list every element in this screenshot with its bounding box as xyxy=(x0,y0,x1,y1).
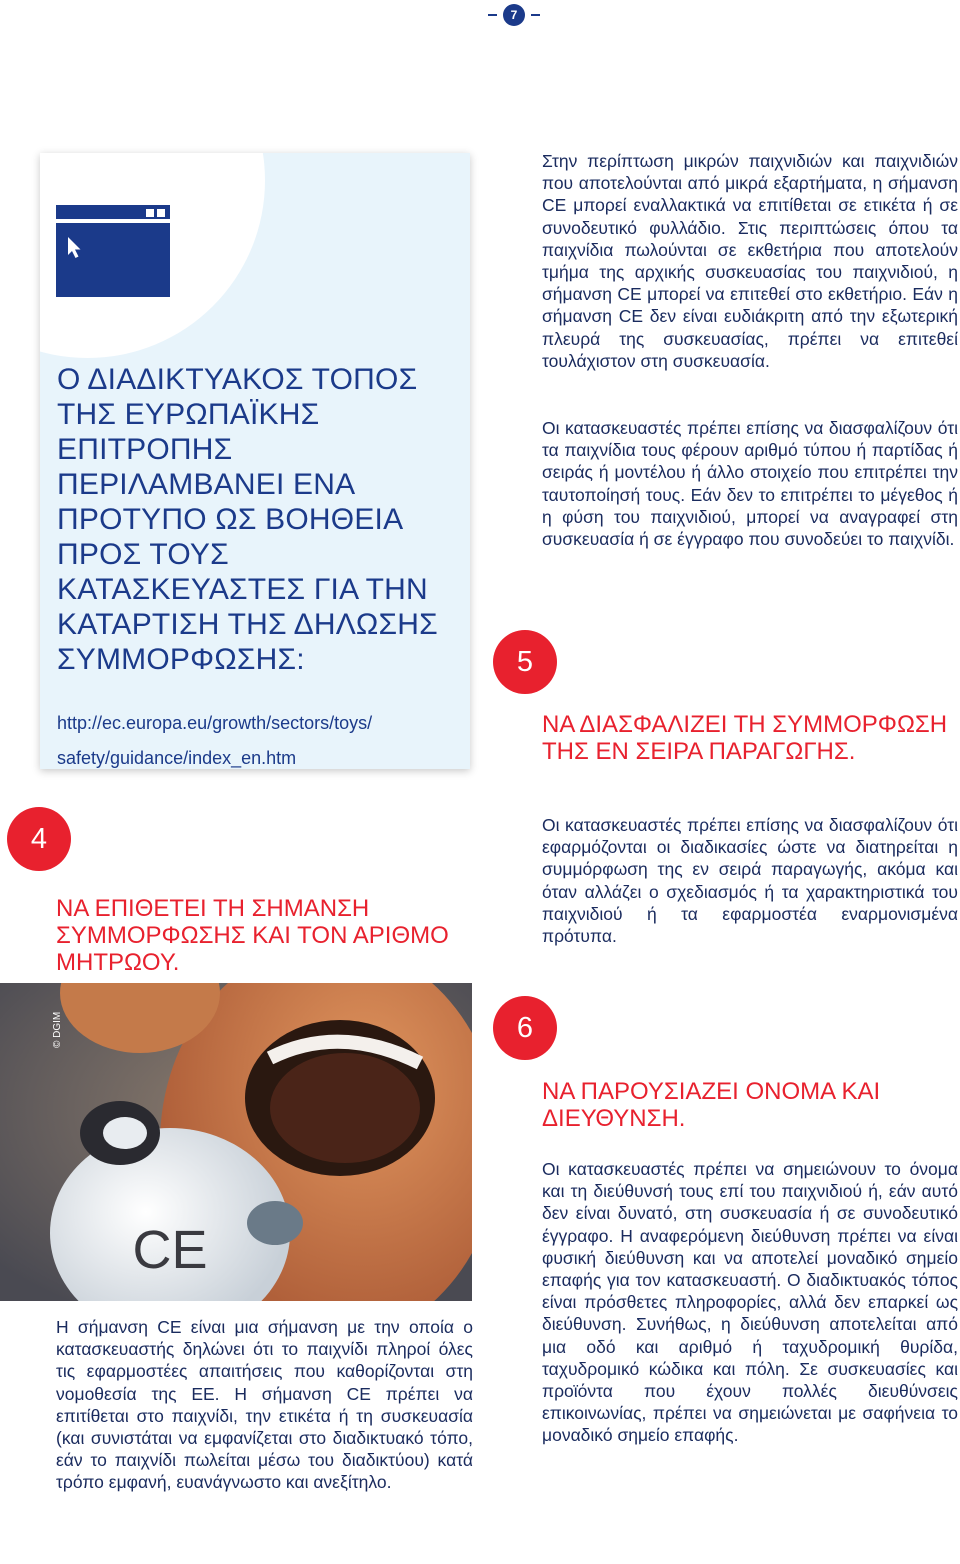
section-5-number-badge: 5 xyxy=(493,630,557,694)
info-card xyxy=(40,153,470,769)
url-line-2: safety/guidance/index_en.htm xyxy=(57,748,297,768)
section-6-body: Οι κατασκευαστές πρέπει να σημειώνουν το όνομα και τη διεύθυνσή τους επί του παιχνιδιού ή, εάν αυτό δεν είναι δυνατό, στη συσκευασία ή σε συνοδευτικό έγγραφο. Η αναφερόμενη διεύθυνση πρέπει να είναι φυσική διεύθυνση και να αποτελεί μοναδικό σημείο επαφής για τον κατασκευαστή. Ο διαδικτυακός τόπος είναι πρόσθετες πληροφορίες, αλλά δεν επαρκεί ως διεύθυνση. Συνήθως, η διεύθυνση αποτελείται από μια οδό και αριθμό ή ταχυδρομική θυρίδα, ταχυδρομικό κώδικα και πόλη. Σε συσκευασίες και προϊόντα που έχουν πολλές διευθύνσεις επικοινωνίας, πρέπει να σημειώνεται με σαφήνεια το μοναδικό σημείο επαφής. xyxy=(542,1159,958,1446)
ce-mark-caption: Η σήμανση CE είναι μια σήμανση με την οποία ο κατασκευαστής δηλώνει ότι το παιχνίδι πληροί όλες τις εφαρμοστέες απαιτήσεις που καθορίζονται στη νομοθεσία της ΕΕ. Η σήμανση CE πρέπει να επιτίθεται στο παιχνίδι, την ετικέτα ή τη συσκευασία (και συνιστάται να εμφανίζεται στο διαδικτυακό τόπο, εάν το παιχνίδι πωλείται μέσω του διαδικτύου) κατά τρόπο εμφανή, ευανάγνωστο και ανεξίτηλο. xyxy=(56,1317,473,1493)
intro-paragraph-2: Οι κατασκευαστές πρέπει επίσης να διασφαλίζουν ότι τα παιχνίδια τους φέρουν αριθμό τύπου ή παρτίδας ή σειράς ή μοντέλου ή άλλο στοιχείο που επιτρέπει την ταυτοποίησή τους. Εάν δεν το επιτρέπει το μέγεθος ή η φύση του παιχνιδιού, μπορεί να αναγραφεί στη συσκευασία ή σε έγγραφο που συνοδεύει το παιχνίδι. xyxy=(542,418,958,550)
section-5-heading: ΝΑ ΔΙΑΣΦΑΛΙΖΕΙ ΤΗ ΣΥΜΜΟΡΦΩΣΗ ΤΗΣ ΕΝ ΣΕΙΡΑ ΠΑΡΑΓΩΓΗΣ. xyxy=(542,711,948,765)
url-line-1: http://ec.europa.eu/growth/sectors/toys/ xyxy=(57,713,373,733)
page-number-badge: 7 xyxy=(503,4,525,26)
browser-window-cursor-icon xyxy=(56,205,170,297)
section-4-heading: ΝΑ ΕΠΙΘΕΤΕΙ ΤΗ ΣΗΜΑΝΣΗ ΣΥΜΜΟΡΦΩΣΗΣ ΚΑΙ ΤΟΝ ΑΡΙΘΜΟ ΜΗΤΡΩΟΥ. xyxy=(56,895,449,976)
page-number xyxy=(488,4,540,26)
section-5-body: Οι κατασκευαστές πρέπει επίσης να διασφαλίζουν ότι εφαρμόζονται οι διαδικασίες ώστε να διατηρείται η συμμόρφωση της εν σειρά παραγωγής, ακόμα και όταν αλλάζει ο σχεδιασμός ή τα χαρακτηριστικά του παιχνιδιού ή τα εφαρμοστέα εναρμονισμένα πρότυπα. xyxy=(542,815,958,947)
card-title: Ο ΔΙΑΔΙΚΤΥΑΚΟΣ ΤΟΠΟΣ ΤΗΣ ΕΥΡΩΠΑΪΚΗΣ ΕΠΙΤΡΟΠΗΣ ΠΕΡΙΛΑΜΒΑΝΕΙ ΕΝΑ ΠΡΟΤΥΠΟ ΩΣ ΒΟΗΘΕΙΑ ΠΡΟΣ ΤΟΥΣ ΚΑΤΑΣΚΕΥΑΣΤΕΣ ΓΙΑ ΤΗΝ ΚΑΤΑΡΤΙΣΗ ΤΗΣ ΔΗΛΩΣΗΣ ΣΥΜΜΟΡΦΩΣΗΣ: xyxy=(57,363,438,676)
eu-guidance-link[interactable] xyxy=(57,706,467,769)
section-6-heading: ΝΑ ΠΑΡΟΥΣΙΑΖΕΙ ΟΝΟΜΑ ΚΑΙ ΔΙΕΥΘΥΝΣΗ. xyxy=(542,1078,881,1132)
page-number-dash-left xyxy=(488,14,497,16)
toy-illustration xyxy=(0,983,472,1301)
intro-paragraph-1: Στην περίπτωση μικρών παιχνιδιών και παιχνιδιών που αποτελούνται από μικρά εξαρτήματα, η σήμανση CE μπορεί εναλλακτικά να επιτίθεται σε ετικέτα ή σε συνοδευτικό φυλλάδιο. Στις περιπτώσεις όπου τα παιχνίδια πωλούνται σε εκθετήρια που αποτελούν τμήμα της αρχικής συσκευασίας του παιχνιδιού, η σήμανση CE μπορεί να επιτεθεί στο εκθετήριο. Εάν η σήμανση CE δεν είναι ευδιάκριτη από την εξωτερική πλευρά της συσκευασίας, πρέπει να επιτεθεί τουλάχιστον στη συσκευασία. xyxy=(542,151,958,371)
section-6-number-badge: 6 xyxy=(493,996,557,1060)
toy-ce-mark-photo xyxy=(0,983,472,1301)
ce-mark-text: CE xyxy=(132,1220,208,1280)
photo-copyright: © DGIM xyxy=(52,1011,63,1048)
section-4-number-badge: 4 xyxy=(7,807,71,871)
page-number-dash-right xyxy=(531,14,540,16)
